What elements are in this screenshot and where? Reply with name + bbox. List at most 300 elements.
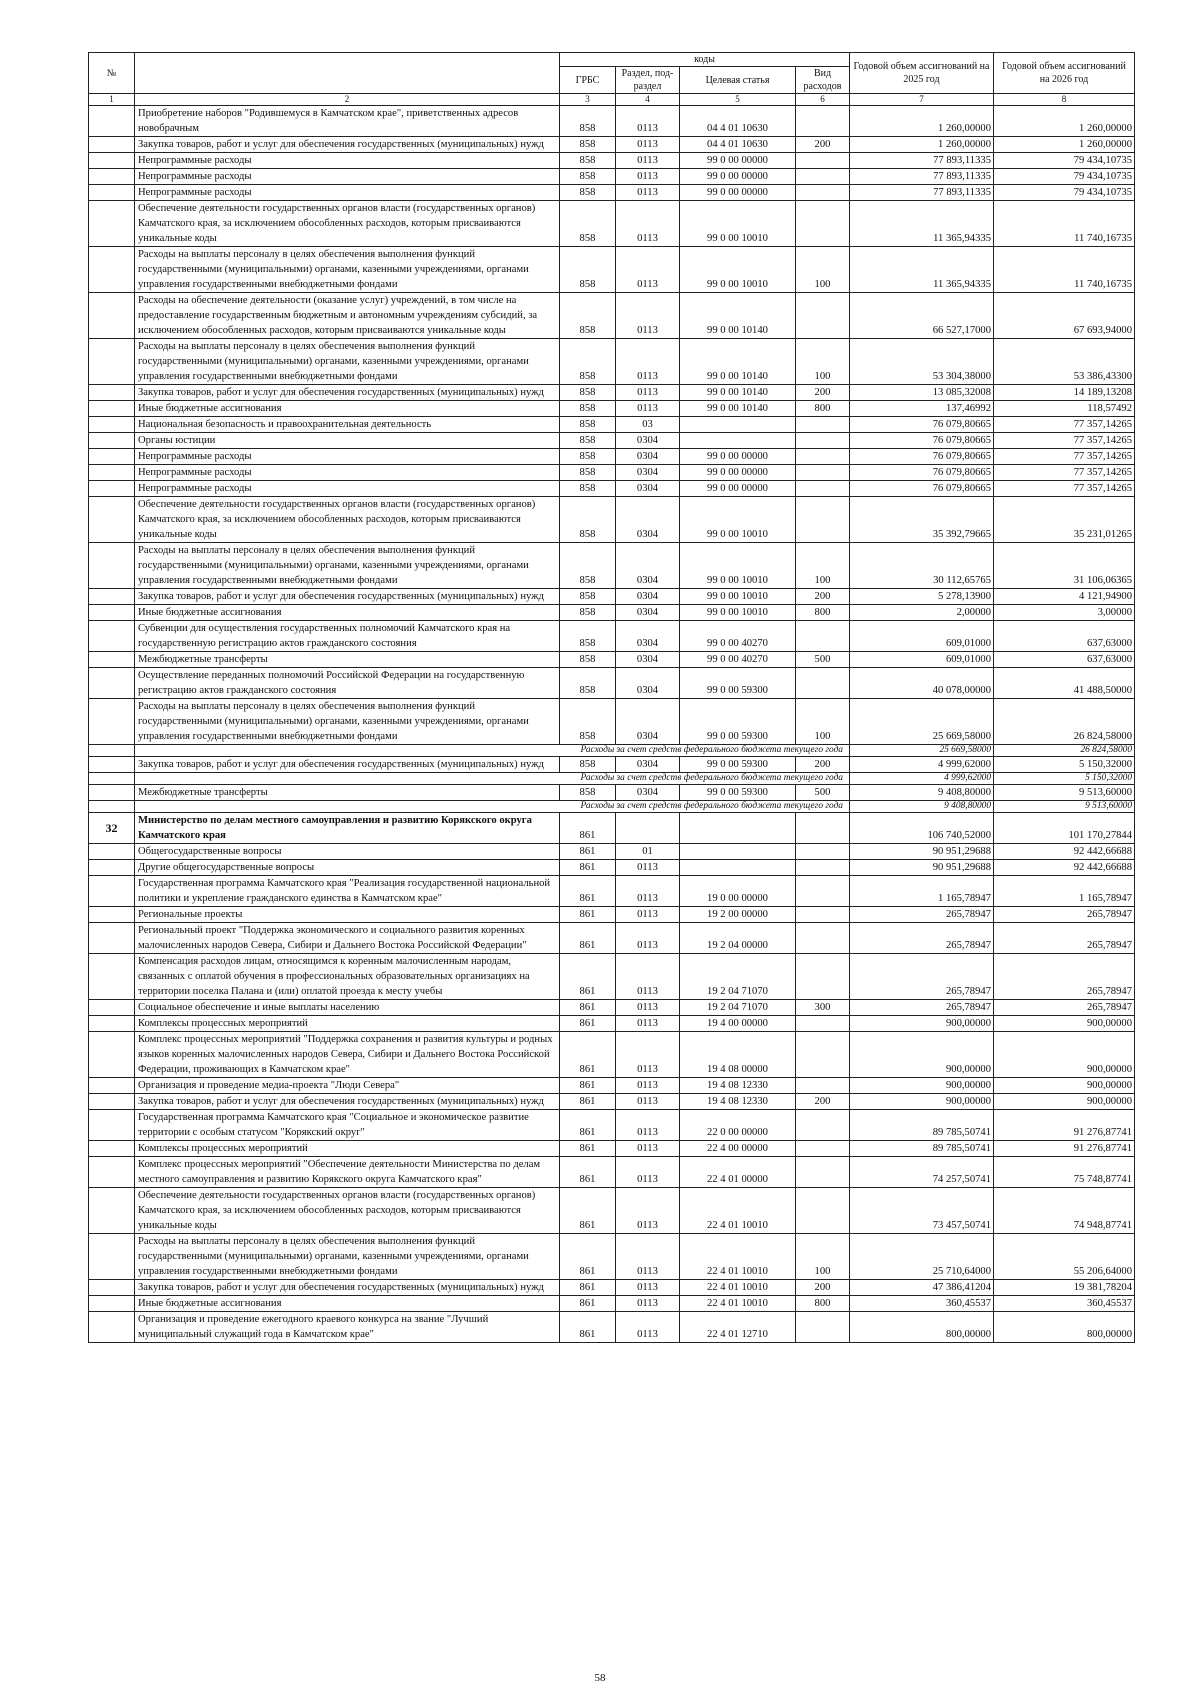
target-cell: 22 0 00 00000 [680, 1110, 796, 1141]
type-cell [796, 1110, 850, 1141]
budget-table [88, 52, 1135, 1343]
type-cell [796, 844, 850, 860]
table-row [89, 1296, 1135, 1312]
name-cell: Непрограммные расходы [135, 153, 560, 169]
section-cell: 0113 [616, 1141, 680, 1157]
table-row [89, 1188, 1135, 1234]
value-2025-cell: 11 365,94335 [850, 201, 994, 247]
target-cell: 99 0 00 40270 [680, 652, 796, 668]
type-cell: 100 [796, 339, 850, 385]
value-2025-cell: 77 893,11335 [850, 153, 994, 169]
type-cell [796, 481, 850, 497]
value-2026-cell: 91 276,87741 [994, 1141, 1135, 1157]
num-cell [89, 785, 135, 801]
table-row [89, 247, 1135, 293]
value-2026-cell: 55 206,64000 [994, 1234, 1135, 1280]
table-row [89, 813, 1135, 844]
name-cell: Расходы на выплаты персоналу в целях обеспечения выполнения функций государственными (муниципальными) органами, казенными учреждениями, органами управления государственными внебюджетными фондами [135, 247, 560, 293]
table-row [89, 668, 1135, 699]
value-2026-cell: 26 824,58000 [994, 745, 1135, 757]
target-cell: 19 2 04 00000 [680, 923, 796, 954]
type-cell [796, 106, 850, 137]
value-2026-cell: 41 488,50000 [994, 668, 1135, 699]
value-2026-cell: 91 276,87741 [994, 1110, 1135, 1141]
section-cell: 0304 [616, 497, 680, 543]
section-cell: 0113 [616, 201, 680, 247]
grbs-cell: 861 [560, 1000, 616, 1016]
grbs-cell: 861 [560, 907, 616, 923]
header-type: Вид расходов [796, 67, 850, 94]
header-num: № [89, 53, 135, 94]
value-2026-cell: 900,00000 [994, 1032, 1135, 1078]
section-cell: 0304 [616, 605, 680, 621]
value-2025-cell: 900,00000 [850, 1016, 994, 1032]
table-row [89, 1312, 1135, 1343]
name-cell: Межбюджетные трансферты [135, 785, 560, 801]
value-2025-cell: 25 669,58000 [850, 699, 994, 745]
value-2025-cell: 9 408,80000 [850, 801, 994, 813]
value-2025-cell: 76 079,80665 [850, 481, 994, 497]
value-2025-cell: 1 260,00000 [850, 137, 994, 153]
target-cell: 99 0 00 59300 [680, 699, 796, 745]
num-cell [89, 247, 135, 293]
value-2026-cell: 19 381,78204 [994, 1280, 1135, 1296]
column-index-row [89, 94, 1135, 106]
target-cell: 99 0 00 59300 [680, 668, 796, 699]
section-cell: 0113 [616, 106, 680, 137]
table-row [89, 785, 1135, 801]
num-cell [89, 757, 135, 773]
value-2025-cell: 13 085,32008 [850, 385, 994, 401]
type-cell: 800 [796, 605, 850, 621]
section-cell: 0304 [616, 433, 680, 449]
value-2025-cell: 265,78947 [850, 1000, 994, 1016]
grbs-cell: 861 [560, 1094, 616, 1110]
section-cell: 0113 [616, 923, 680, 954]
num-cell [89, 185, 135, 201]
value-2026-cell: 637,63000 [994, 652, 1135, 668]
num-cell [89, 1157, 135, 1188]
name-cell: Расходы за счет средств федерального бюджета текущего года [135, 745, 850, 757]
value-2025-cell: 900,00000 [850, 1032, 994, 1078]
num-cell [89, 923, 135, 954]
grbs-cell: 861 [560, 1078, 616, 1094]
value-2025-cell: 76 079,80665 [850, 465, 994, 481]
value-2025-cell: 265,78947 [850, 954, 994, 1000]
name-cell: Обеспечение деятельности государственных органов власти (государственных органов) Камчатского края, за исключением обособленных расходов, которым присваиваются уникальные коды [135, 1188, 560, 1234]
section-cell: 03 [616, 417, 680, 433]
value-2026-cell: 9 513,60000 [994, 785, 1135, 801]
grbs-cell: 858 [560, 497, 616, 543]
num-cell [89, 1312, 135, 1343]
grbs-cell: 858 [560, 652, 616, 668]
value-2026-cell: 77 357,14265 [994, 449, 1135, 465]
name-cell: Комплекс процессных мероприятий "Поддержка сохранения и развития культуры и родных языков коренных малочисленных народов Севера, Сибири и Дальнего Востока Российской Федерации, проживающих в Камчатском крае" [135, 1032, 560, 1078]
grbs-cell: 858 [560, 589, 616, 605]
target-cell: 22 4 01 00000 [680, 1157, 796, 1188]
name-cell: Непрограммные расходы [135, 449, 560, 465]
num-cell [89, 1280, 135, 1296]
target-cell: 99 0 00 59300 [680, 757, 796, 773]
target-cell: 99 0 00 00000 [680, 185, 796, 201]
type-cell [796, 1141, 850, 1157]
num-cell [89, 1078, 135, 1094]
section-cell: 0113 [616, 1078, 680, 1094]
num-cell [89, 153, 135, 169]
section-cell: 0113 [616, 401, 680, 417]
section-cell: 0113 [616, 293, 680, 339]
value-2026-cell: 3,00000 [994, 605, 1135, 621]
num-cell [89, 605, 135, 621]
value-2026-cell: 101 170,27844 [994, 813, 1135, 844]
target-cell [680, 433, 796, 449]
target-cell: 99 0 00 40270 [680, 621, 796, 652]
num-cell [89, 699, 135, 745]
grbs-cell: 858 [560, 106, 616, 137]
table-row [89, 699, 1135, 745]
name-cell: Иные бюджетные ассигнования [135, 1296, 560, 1312]
name-cell: Расходы на обеспечение деятельности (оказание услуг) учреждений, в том числе на предоставление государственным бюджетным и автономным учреждениям субсидий, за исключением обособленных расходов, которым присваиваются уникальные коды [135, 293, 560, 339]
name-cell: Закупка товаров, работ и услуг для обеспечения государственных (муниципальных) нужд [135, 1094, 560, 1110]
value-2026-cell: 5 150,32000 [994, 773, 1135, 785]
name-cell: Закупка товаров, работ и услуг для обеспечения государственных (муниципальных) нужд [135, 757, 560, 773]
type-cell: 200 [796, 589, 850, 605]
value-2026-cell: 31 106,06365 [994, 543, 1135, 589]
grbs-cell: 861 [560, 1032, 616, 1078]
grbs-cell: 858 [560, 169, 616, 185]
table-row [89, 757, 1135, 773]
name-cell: Другие общегосударственные вопросы [135, 860, 560, 876]
target-cell: 19 4 08 00000 [680, 1032, 796, 1078]
type-cell [796, 497, 850, 543]
type-cell [796, 621, 850, 652]
value-2025-cell: 89 785,50741 [850, 1141, 994, 1157]
grbs-cell: 858 [560, 247, 616, 293]
section-cell: 0113 [616, 153, 680, 169]
value-2025-cell: 265,78947 [850, 907, 994, 923]
num-cell [89, 1032, 135, 1078]
name-cell: Расходы на выплаты персоналу в целях обеспечения выполнения функций государственными (муниципальными) органами, казенными учреждениями, органами управления государственными внебюджетными фондами [135, 699, 560, 745]
section-cell: 0304 [616, 481, 680, 497]
name-cell: Межбюджетные трансферты [135, 652, 560, 668]
type-cell [796, 813, 850, 844]
table-row [89, 543, 1135, 589]
section-cell: 0113 [616, 860, 680, 876]
type-cell: 200 [796, 1280, 850, 1296]
type-cell [796, 1078, 850, 1094]
num-cell [89, 481, 135, 497]
grbs-cell: 858 [560, 621, 616, 652]
target-cell: 19 4 08 12330 [680, 1078, 796, 1094]
name-cell: Закупка товаров, работ и услуг для обеспечения государственных (муниципальных) нужд [135, 137, 560, 153]
num-cell [89, 1141, 135, 1157]
target-cell: 99 0 00 10140 [680, 385, 796, 401]
section-cell: 0304 [616, 699, 680, 745]
table-row [89, 201, 1135, 247]
table-row [89, 449, 1135, 465]
grbs-cell: 858 [560, 699, 616, 745]
value-2026-cell: 800,00000 [994, 1312, 1135, 1343]
value-2026-cell: 637,63000 [994, 621, 1135, 652]
num-cell [89, 433, 135, 449]
grbs-cell: 861 [560, 1234, 616, 1280]
table-row [89, 106, 1135, 137]
value-2025-cell: 5 278,13900 [850, 589, 994, 605]
grbs-cell: 858 [560, 668, 616, 699]
grbs-cell: 858 [560, 785, 616, 801]
name-cell: Осуществление переданных полномочий Российской Федерации на государственную регистрацию актов гражданского состояния [135, 668, 560, 699]
num-cell [89, 907, 135, 923]
grbs-cell: 858 [560, 137, 616, 153]
num-cell [89, 339, 135, 385]
header-2025: Годовой объем ассигнований на 2025 год [850, 53, 994, 94]
target-cell: 19 2 04 71070 [680, 1000, 796, 1016]
type-cell [796, 465, 850, 481]
target-cell: 19 0 00 00000 [680, 876, 796, 907]
section-cell: 0304 [616, 465, 680, 481]
name-cell: Субвенции для осуществления государственных полномочий Камчатского края на государственную регистрацию актов гражданского состояния [135, 621, 560, 652]
num-cell [89, 652, 135, 668]
name-cell: Обеспечение деятельности государственных органов власти (государственных органов) Камчатского края, за исключением обособленных расходов, которым присваиваются уникальные коды [135, 201, 560, 247]
type-cell: 100 [796, 699, 850, 745]
name-cell: Расходы на выплаты персоналу в целях обеспечения выполнения функций государственными (муниципальными) органами, казенными учреждениями, органами управления государственными внебюджетными фондами [135, 543, 560, 589]
name-cell: Общегосударственные вопросы [135, 844, 560, 860]
value-2025-cell: 76 079,80665 [850, 433, 994, 449]
name-cell: Иные бюджетные ассигнования [135, 401, 560, 417]
section-cell: 0113 [616, 247, 680, 293]
num-cell [89, 137, 135, 153]
num-cell [89, 293, 135, 339]
target-cell [680, 860, 796, 876]
value-2026-cell: 92 442,66688 [994, 860, 1135, 876]
type-cell [796, 169, 850, 185]
name-cell: Закупка товаров, работ и услуг для обеспечения государственных (муниципальных) нужд [135, 589, 560, 605]
name-cell: Министерство по делам местного самоуправления и развитию Корякского округа Камчатского края [135, 813, 560, 844]
type-cell [796, 201, 850, 247]
value-2025-cell: 53 304,38000 [850, 339, 994, 385]
value-2026-cell: 9 513,60000 [994, 801, 1135, 813]
value-2026-cell: 265,78947 [994, 923, 1135, 954]
section-cell: 0304 [616, 757, 680, 773]
header-section: Раздел, под-раздел [616, 67, 680, 94]
num-cell [89, 801, 135, 813]
num-cell [89, 169, 135, 185]
section-cell: 0304 [616, 621, 680, 652]
target-cell: 22 4 00 00000 [680, 1141, 796, 1157]
target-cell: 22 4 01 10010 [680, 1280, 796, 1296]
table-row [89, 1032, 1135, 1078]
section-cell: 0304 [616, 449, 680, 465]
num-cell [89, 201, 135, 247]
name-cell: Непрограммные расходы [135, 169, 560, 185]
section-cell: 0113 [616, 1094, 680, 1110]
num-cell [89, 543, 135, 589]
table-row [89, 923, 1135, 954]
type-cell [796, 1188, 850, 1234]
type-cell [796, 954, 850, 1000]
value-2025-cell: 4 999,62000 [850, 757, 994, 773]
target-cell: 99 0 00 00000 [680, 465, 796, 481]
value-2025-cell: 77 893,11335 [850, 169, 994, 185]
target-cell: 99 0 00 10010 [680, 247, 796, 293]
grbs-cell: 858 [560, 449, 616, 465]
target-cell: 19 2 04 71070 [680, 954, 796, 1000]
section-cell: 0113 [616, 1032, 680, 1078]
grbs-cell: 861 [560, 1296, 616, 1312]
value-2026-cell: 77 357,14265 [994, 417, 1135, 433]
value-2026-cell: 11 740,16735 [994, 247, 1135, 293]
type-cell [796, 1032, 850, 1078]
value-2026-cell: 11 740,16735 [994, 201, 1135, 247]
target-cell [680, 813, 796, 844]
type-cell: 100 [796, 1234, 850, 1280]
num-cell [89, 1296, 135, 1312]
name-cell: Непрограммные расходы [135, 465, 560, 481]
value-2026-cell: 35 231,01265 [994, 497, 1135, 543]
header-name [135, 53, 560, 94]
table-row [89, 844, 1135, 860]
table-row [89, 876, 1135, 907]
value-2025-cell: 74 257,50741 [850, 1157, 994, 1188]
target-cell: 99 0 00 10010 [680, 201, 796, 247]
value-2025-cell: 76 079,80665 [850, 417, 994, 433]
target-cell [680, 417, 796, 433]
value-2025-cell: 47 386,41204 [850, 1280, 994, 1296]
grbs-cell: 861 [560, 1157, 616, 1188]
target-cell: 99 0 00 10140 [680, 401, 796, 417]
federal-funds-subrow [89, 745, 1135, 757]
value-2026-cell: 265,78947 [994, 907, 1135, 923]
name-cell: Непрограммные расходы [135, 481, 560, 497]
table-row [89, 169, 1135, 185]
name-cell: Комплексы процессных мероприятий [135, 1141, 560, 1157]
type-cell: 800 [796, 401, 850, 417]
type-cell: 200 [796, 1094, 850, 1110]
name-cell: Государственная программа Камчатского края "Реализация государственной национальной политики и укрепление гражданского единства в Камчатском крае" [135, 876, 560, 907]
table-row [89, 1016, 1135, 1032]
table-row [89, 137, 1135, 153]
target-cell: 19 4 00 00000 [680, 1016, 796, 1032]
value-2025-cell: 35 392,79665 [850, 497, 994, 543]
value-2026-cell: 79 434,10735 [994, 169, 1135, 185]
section-cell: 0113 [616, 385, 680, 401]
federal-funds-subrow [89, 773, 1135, 785]
table-row [89, 417, 1135, 433]
page-number: 58 [594, 1672, 606, 1684]
section-cell: 0113 [616, 1234, 680, 1280]
target-cell: 99 0 00 10010 [680, 605, 796, 621]
num-cell [89, 1110, 135, 1141]
type-cell [796, 923, 850, 954]
name-cell: Организация и проведение ежегодного краевого конкурса на звание "Лучший муниципальный служащий года в Камчатском крае" [135, 1312, 560, 1343]
value-2025-cell: 90 951,29688 [850, 844, 994, 860]
grbs-cell: 858 [560, 605, 616, 621]
section-cell: 0113 [616, 1296, 680, 1312]
value-2026-cell: 77 357,14265 [994, 465, 1135, 481]
name-cell: Расходы за счет средств федерального бюджета текущего года [135, 801, 850, 813]
grbs-cell: 861 [560, 813, 616, 844]
section-cell: 0304 [616, 589, 680, 605]
table-row [89, 1094, 1135, 1110]
name-cell: Комплексы процессных мероприятий [135, 1016, 560, 1032]
value-2026-cell: 26 824,58000 [994, 699, 1135, 745]
name-cell: Иные бюджетные ассигнования [135, 605, 560, 621]
grbs-cell: 858 [560, 201, 616, 247]
num-cell [89, 465, 135, 481]
value-2026-cell: 77 357,14265 [994, 433, 1135, 449]
target-cell: 19 2 00 00000 [680, 907, 796, 923]
num-cell [89, 401, 135, 417]
section-cell: 0113 [616, 1188, 680, 1234]
type-cell: 100 [796, 543, 850, 589]
num-cell [89, 876, 135, 907]
index-cell: 6 [796, 94, 850, 106]
name-cell: Приобретение наборов "Родившемуся в Камчатском крае", приветственных адресов новобрачным [135, 106, 560, 137]
table-row [89, 1157, 1135, 1188]
value-2025-cell: 25 710,64000 [850, 1234, 994, 1280]
header-row-1 [89, 53, 1135, 67]
table-row [89, 497, 1135, 543]
value-2026-cell: 79 434,10735 [994, 185, 1135, 201]
type-cell: 100 [796, 247, 850, 293]
table-row [89, 293, 1135, 339]
name-cell: Компенсация расходов лицам, относящимся к коренным малочисленным народам, связанных с оплатой обучения в профессиональных образовательных организациях на территории поселка Палана и (или) оплатой проезда к месту учебы [135, 954, 560, 1000]
value-2025-cell: 800,00000 [850, 1312, 994, 1343]
grbs-cell: 858 [560, 465, 616, 481]
value-2025-cell: 25 669,58000 [850, 745, 994, 757]
num-cell [89, 1000, 135, 1016]
num-cell [89, 860, 135, 876]
target-cell: 22 4 01 10010 [680, 1234, 796, 1280]
target-cell [680, 844, 796, 860]
table-row [89, 605, 1135, 621]
section-cell [616, 813, 680, 844]
section-cell: 0113 [616, 1016, 680, 1032]
type-cell: 800 [796, 1296, 850, 1312]
value-2025-cell: 1 260,00000 [850, 106, 994, 137]
target-cell: 04 4 01 10630 [680, 137, 796, 153]
section-cell: 0113 [616, 954, 680, 1000]
num-cell [89, 1234, 135, 1280]
type-cell [796, 153, 850, 169]
section-cell: 0304 [616, 543, 680, 589]
table-row [89, 860, 1135, 876]
target-cell: 99 0 00 10010 [680, 543, 796, 589]
table-row [89, 401, 1135, 417]
type-cell [796, 417, 850, 433]
value-2026-cell: 79 434,10735 [994, 153, 1135, 169]
num-cell [89, 621, 135, 652]
index-cell: 7 [850, 94, 994, 106]
name-cell: Национальная безопасность и правоохранительная деятельность [135, 417, 560, 433]
grbs-cell: 861 [560, 844, 616, 860]
section-cell: 0113 [616, 1157, 680, 1188]
value-2026-cell: 1 260,00000 [994, 137, 1135, 153]
grbs-cell: 858 [560, 293, 616, 339]
type-cell [796, 449, 850, 465]
value-2025-cell: 30 112,65765 [850, 543, 994, 589]
num-cell [89, 844, 135, 860]
header-target: Целевая статья [680, 67, 796, 94]
value-2026-cell: 5 150,32000 [994, 757, 1135, 773]
grbs-cell: 858 [560, 401, 616, 417]
target-cell: 04 4 01 10630 [680, 106, 796, 137]
grbs-cell: 861 [560, 1188, 616, 1234]
table-body [89, 106, 1135, 1343]
budget-table-sheet [88, 52, 1134, 1343]
target-cell: 22 4 01 10010 [680, 1296, 796, 1312]
section-cell: 0304 [616, 652, 680, 668]
